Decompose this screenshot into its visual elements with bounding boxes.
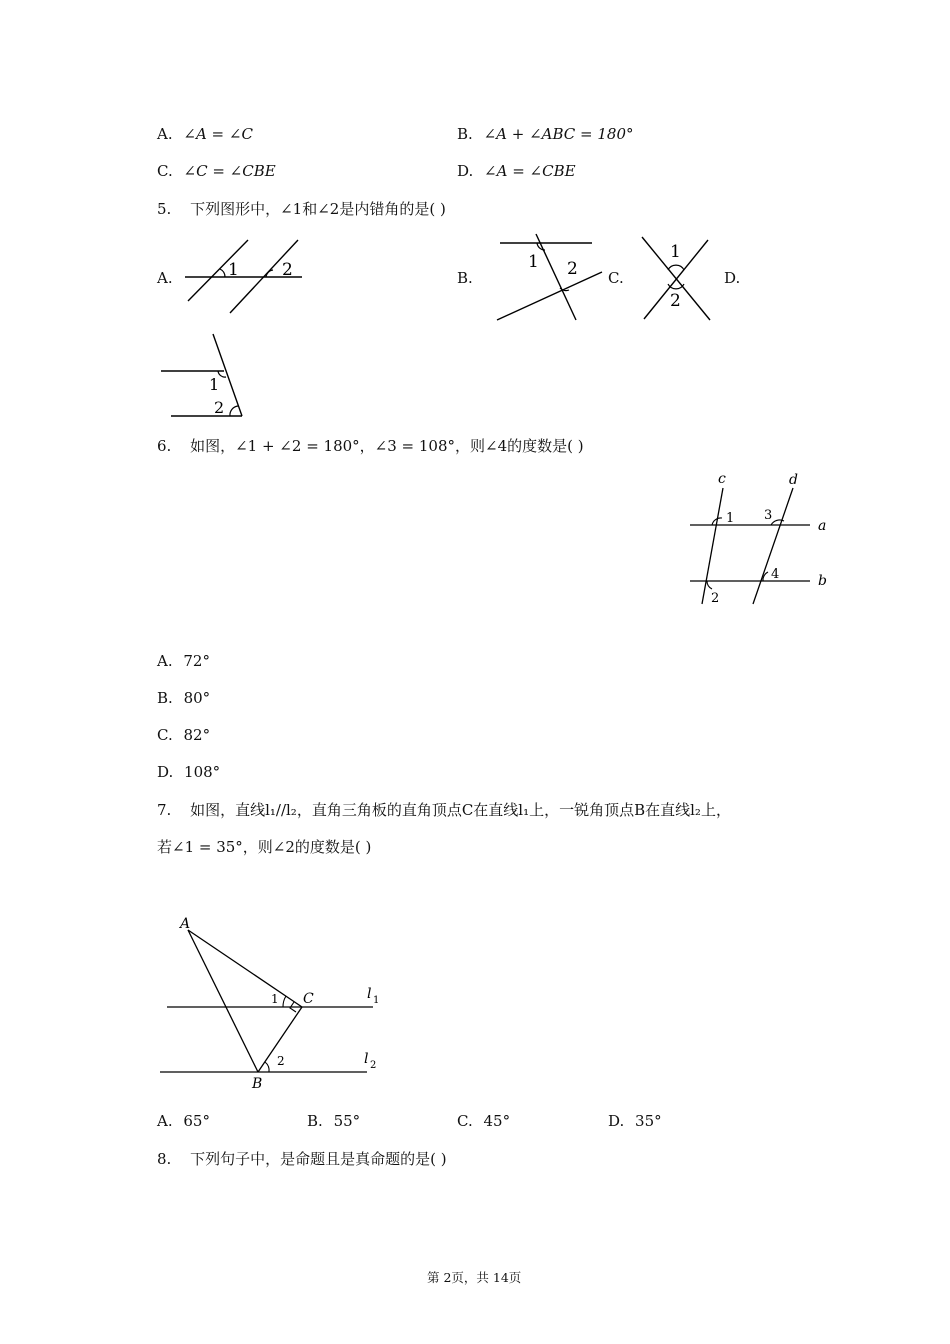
question-text: 如图，∠1 + ∠2 = 180°，∠3 = 108°，则∠4的度数是( ) xyxy=(190,437,584,455)
q7-option-b xyxy=(307,1111,360,1131)
angle-label-4: 4 xyxy=(771,567,780,582)
option-letter: D. xyxy=(457,162,474,180)
angle-label-2: 2 xyxy=(567,259,578,279)
angle-label-1: 1 xyxy=(528,252,539,272)
question-number: 8. xyxy=(157,1150,172,1168)
option-letter: C. xyxy=(157,162,173,180)
option-text: 65° xyxy=(183,1112,210,1130)
question-text: 下列句子中，是命题且是真命题的是( ) xyxy=(190,1150,447,1168)
option-text: 55° xyxy=(333,1112,361,1130)
line-label-l1-subscript: 1 xyxy=(373,995,380,1006)
angle-label-1: 1 xyxy=(209,375,220,394)
option-letter: D. xyxy=(608,1112,625,1130)
option-text: 82° xyxy=(183,726,211,744)
q6-figure xyxy=(686,468,836,610)
q7-option-c xyxy=(457,1111,510,1131)
option-text: ∠A + ∠ABC = 180° xyxy=(483,125,634,143)
q4-option-b xyxy=(457,124,634,144)
angle-label-2: 2 xyxy=(277,1054,285,1068)
q4-option-d xyxy=(457,161,576,181)
option-text: 45° xyxy=(483,1112,511,1130)
q5-option-d-label: D. xyxy=(724,269,741,287)
question-text: 下列图形中，∠1和∠2是内错角的是( ) xyxy=(190,200,446,218)
q7-stem-line2: 若∠1 = 35°，则∠2的度数是( ) xyxy=(157,838,372,856)
angle-label-1: 1 xyxy=(271,992,279,1006)
point-label-a: A xyxy=(180,916,191,932)
option-letter: A. xyxy=(157,125,173,143)
point-label-c: C xyxy=(303,991,314,1007)
q5-option-a-label: A. xyxy=(157,269,173,287)
angle-label-3: 3 xyxy=(764,508,773,523)
line-label-d: d xyxy=(789,472,798,488)
line-label-l1: l xyxy=(367,986,372,1002)
option-text: 108° xyxy=(184,763,221,781)
q5-stem xyxy=(157,199,446,219)
question-number: 5. xyxy=(157,200,172,218)
line-label-c: c xyxy=(718,471,726,487)
q5-figure-c xyxy=(636,232,716,324)
option-text: ∠A = ∠CBE xyxy=(484,162,576,180)
line-label-b: b xyxy=(818,573,827,589)
q4-option-a xyxy=(157,124,253,144)
q6-option-d xyxy=(157,762,220,782)
q6-stem xyxy=(157,436,584,456)
q5-figure-a xyxy=(180,235,310,317)
q5-option-b-label: B. xyxy=(457,269,473,287)
option-letter: A. xyxy=(157,1112,173,1130)
q7-option-d xyxy=(608,1111,662,1131)
question-number: 6. xyxy=(157,437,172,455)
point-label-b: B xyxy=(252,1076,263,1092)
angle-label-2: 2 xyxy=(670,291,681,311)
q5-figure-d xyxy=(156,330,251,422)
q6-option-b xyxy=(157,688,210,708)
option-letter: B. xyxy=(157,689,173,707)
angle-label-1: 1 xyxy=(670,242,681,262)
line-label-l2: l xyxy=(364,1051,369,1067)
question-number: 7. xyxy=(157,801,172,819)
angle-label-1: 1 xyxy=(726,511,735,526)
line-label-l2-subscript: 2 xyxy=(370,1060,377,1071)
option-text: 72° xyxy=(183,652,210,670)
question-text: 如图，直线l₁//l₂，直角三角板的直角顶点C在直线l₁上，一锐角顶点B在直线l₂上， xyxy=(190,801,731,819)
option-letter: C. xyxy=(457,1112,473,1130)
angle-label-1: 1 xyxy=(228,260,239,280)
q7-option-a xyxy=(157,1111,210,1131)
option-text: 80° xyxy=(183,689,211,707)
option-letter: D. xyxy=(157,763,174,781)
q5-option-c-label: C. xyxy=(608,269,624,287)
q8-stem xyxy=(157,1149,447,1169)
option-letter: B. xyxy=(307,1112,323,1130)
option-letter: B. xyxy=(457,125,473,143)
option-text: ∠A = ∠C xyxy=(183,125,253,143)
q4-option-c xyxy=(157,161,276,181)
option-letter: C. xyxy=(157,726,173,744)
angle-label-2: 2 xyxy=(214,398,225,417)
page-footer: 第 2页，共 14页 xyxy=(427,1270,522,1285)
option-letter: A. xyxy=(157,652,173,670)
line-label-a: a xyxy=(818,518,827,534)
q7-stem-line1 xyxy=(157,800,731,820)
option-text: ∠C = ∠CBE xyxy=(183,162,276,180)
q6-option-c xyxy=(157,725,210,745)
angle-label-2: 2 xyxy=(282,260,293,280)
q5-figure-b xyxy=(492,232,607,324)
option-text: 35° xyxy=(635,1112,662,1130)
angle-label-2: 2 xyxy=(711,591,720,606)
q6-option-a xyxy=(157,651,210,671)
q7-figure xyxy=(155,910,385,1092)
